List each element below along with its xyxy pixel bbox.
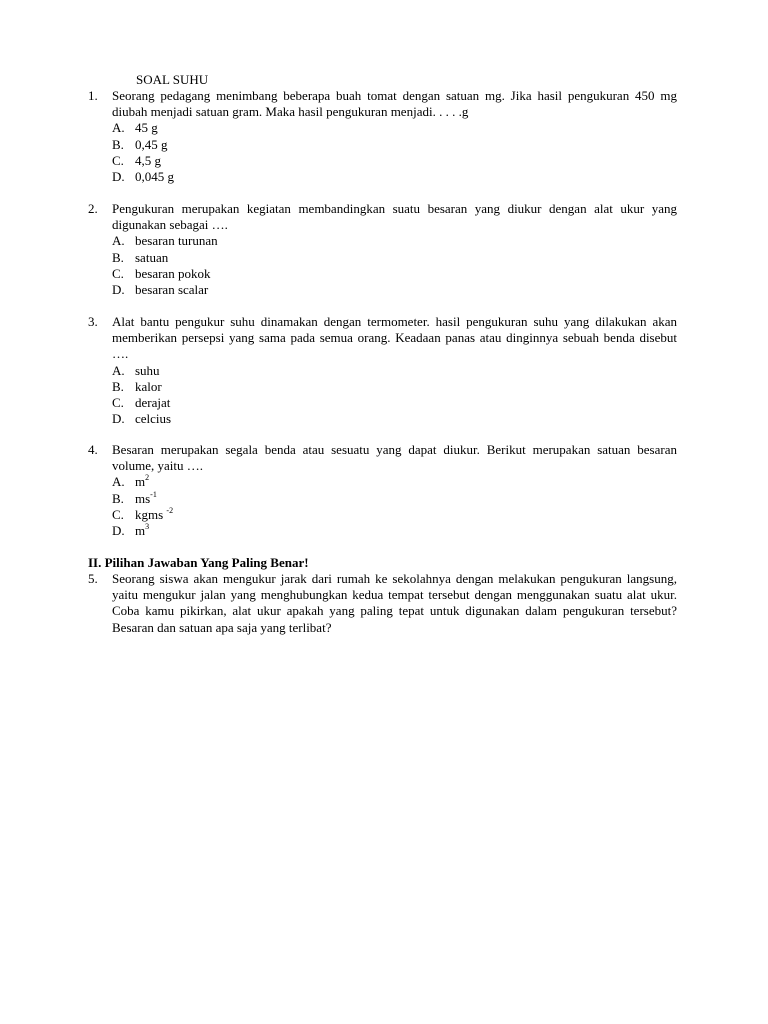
option-d	[112, 282, 677, 298]
option-d	[112, 523, 677, 539]
option-text: 45 g	[135, 120, 158, 136]
question-text: Besaran merupakan segala benda atau sesuatu yang dapat diukur. Berikut merupakan satuan besaran volume, yaitu ….	[112, 442, 677, 474]
option-c	[112, 266, 677, 282]
option-a	[112, 120, 677, 136]
option-letter: B.	[112, 378, 124, 394]
question-3	[88, 314, 677, 427]
option-b	[112, 491, 677, 507]
option-letter: A.	[112, 362, 125, 378]
option-letter: C.	[112, 506, 124, 522]
question-2	[88, 201, 677, 298]
option-letter: B.	[112, 136, 124, 152]
option-letter: D.	[112, 168, 125, 184]
option-text: 0,45 g	[135, 136, 168, 152]
question-number: 1.	[88, 88, 98, 103]
options-list	[112, 363, 677, 428]
option-letter: C.	[112, 394, 124, 410]
option-text: besaran turunan	[135, 233, 218, 249]
option-d	[112, 411, 677, 427]
options-list	[112, 474, 677, 539]
option-a	[112, 363, 677, 379]
option-text: 0,045 g	[135, 168, 174, 184]
option-text: suhu	[135, 362, 160, 378]
unit-exponent: -1	[150, 489, 157, 499]
option-b	[112, 379, 677, 395]
unit-base: ms	[135, 490, 151, 506]
question-number: 5.	[88, 571, 98, 586]
unit-base: m	[135, 522, 146, 538]
option-text: besaran scalar	[135, 281, 209, 297]
option-letter: D.	[112, 411, 125, 427]
option-text: besaran pokok	[135, 265, 211, 281]
question-1	[88, 88, 677, 185]
question-4	[88, 442, 677, 539]
option-b	[112, 250, 677, 266]
option-letter: D.	[112, 281, 125, 297]
question-number: 3.	[88, 314, 98, 329]
option-letter: A.	[112, 120, 125, 136]
option-a	[112, 233, 677, 249]
option-a	[112, 474, 677, 490]
unit-base: m	[135, 474, 146, 490]
question-text: Alat bantu pengukur suhu dinamakan dengan termometer. hasil pengukuran suhu yang dilakukan akan memberikan persepsi yang sama pada semua orang. Keadaan panas atau dinginnya sebuah benda disebut ….	[112, 314, 677, 362]
option-c	[112, 153, 677, 169]
option-d	[112, 169, 677, 185]
option-c	[112, 395, 677, 411]
question-text: Seorang siswa akan mengukur jarak dari rumah ke sekolahnya dengan melakukan pengukuran langsung, yaitu mengukur jalan yang menghubungkan kedua tempat tersebut dengan menggunakan suatu alat ukur. Coba kamu pikirkan, alat ukur apakah yang paling tepat untuk digunakan dalam pengukuran tersebut? Besaran dan satuan apa saja yang terlibat?	[112, 571, 677, 635]
option-text: kalor	[135, 378, 162, 394]
option-text: satuan	[135, 249, 169, 265]
document-title: SOAL SUHU	[136, 72, 209, 87]
unit-exponent: 3	[145, 521, 150, 531]
option-letter: A.	[112, 474, 125, 490]
options-list	[112, 120, 677, 185]
question-number: 4.	[88, 442, 98, 457]
option-b	[112, 137, 677, 153]
section-heading: II. Pilihan Jawaban Yang Paling Benar!	[88, 555, 309, 570]
options-list	[112, 233, 677, 298]
option-text: celcius	[135, 411, 172, 427]
unit-exponent: -2	[166, 505, 174, 515]
option-text: derajat	[135, 394, 171, 410]
option-letter: B.	[112, 490, 124, 506]
question-number: 2.	[88, 201, 98, 216]
option-c	[112, 507, 677, 523]
unit-exponent: 2	[145, 473, 150, 483]
unit-base: kgms	[135, 506, 167, 522]
question-text: Seorang pedagang menimbang beberapa buah tomat dengan satuan mg. Jika hasil pengukuran 450 mg diubah menjadi satuan gram. Maka hasil pengukuran menjadi. . . . .g	[112, 88, 677, 120]
question-5	[88, 571, 677, 636]
option-text: 4,5 g	[135, 152, 161, 168]
option-letter: C.	[112, 152, 124, 168]
option-letter: B.	[112, 249, 124, 265]
option-letter: A.	[112, 233, 125, 249]
question-text: Pengukuran merupakan kegiatan membandingkan suatu besaran yang diukur dengan alat ukur yang digunakan sebagai ….	[112, 201, 677, 233]
option-letter: D.	[112, 522, 125, 538]
option-letter: C.	[112, 265, 124, 281]
